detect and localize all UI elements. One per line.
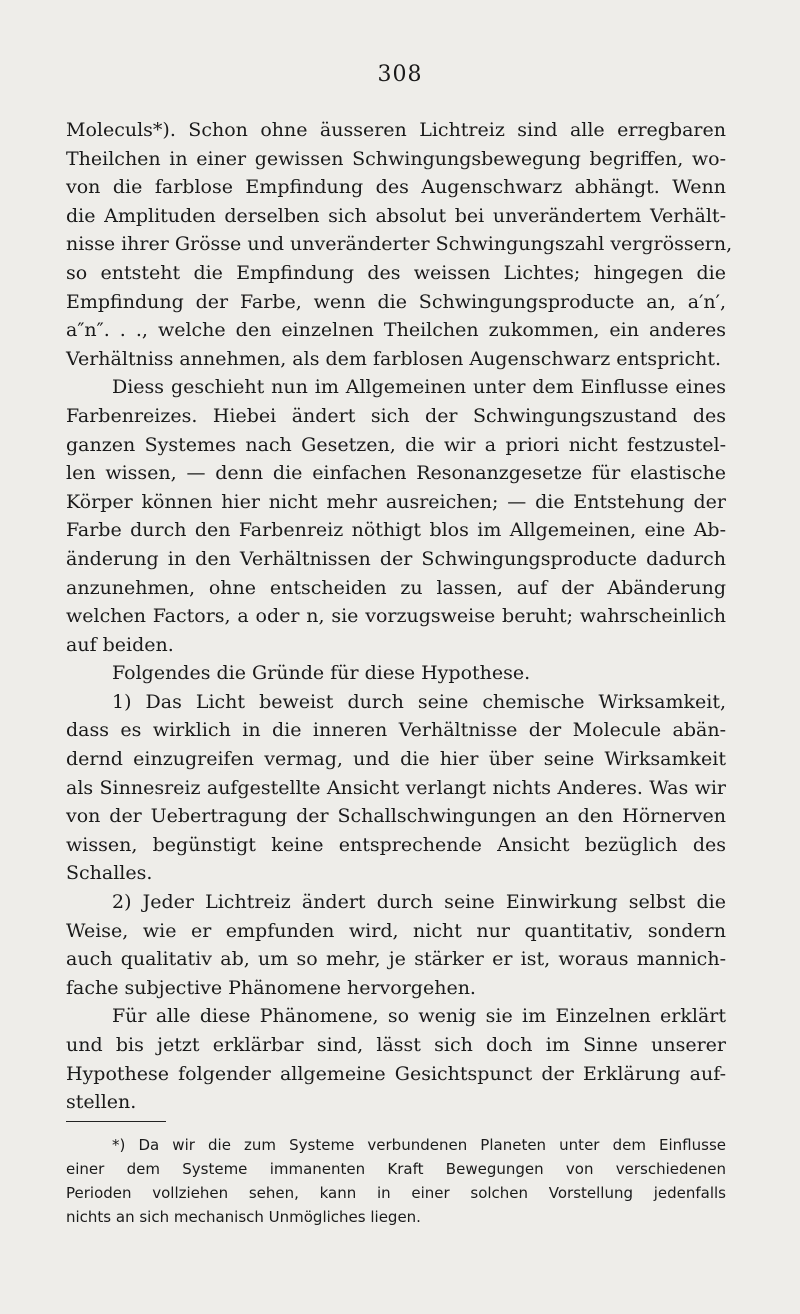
text-line: Diess geschieht nun im Allgemeinen unter dem Einflusse eines <box>112 376 726 399</box>
text-line: Folgendes die Gründe für diese Hypothese. <box>112 662 531 685</box>
footnote-line: nichts an sich mechanisch Unmögliches liegen. <box>66 1208 421 1226</box>
paragraph <box>66 116 733 373</box>
text-line: Schalles. <box>66 862 153 885</box>
text-line: Moleculs*). Schon ohne äusseren Lichtreiz sind alle erregbaren <box>66 119 726 141</box>
text-line: Weise, wie er empfunden wird, nicht nur quantitativ, sondern <box>66 919 726 942</box>
text-line: dernd einzugreifen vermag, und die hier über seine Wirksamkeit <box>66 748 726 771</box>
text-line: Hypothese folgender allgemeine Gesichtspunct der Erklärung auf- <box>66 1062 726 1085</box>
text-line: Verhältniss annehmen, als dem farblosen Augenschwarz entspricht. <box>66 347 722 370</box>
paragraph <box>66 1002 726 1116</box>
text-line: stellen. <box>66 1091 137 1114</box>
text-line: Für alle diese Phänomene, so wenig sie im Einzelnen erklärt <box>112 1005 726 1028</box>
text-line: Theilchen in einer gewissen Schwingungsbewegung begriffen, wo- <box>66 147 726 170</box>
text-line: 1) Das Licht beweist durch seine chemische Wirksamkeit, <box>112 690 726 713</box>
text-line: als Sinnesreiz aufgestellte Ansicht verlangt nichts Anderes. Was wir <box>66 776 726 799</box>
text-line: Farbe durch den Farbenreiz nöthigt blos im Allgemeinen, eine Ab- <box>66 519 726 542</box>
text-line: von die farblose Empfindung des Augenschwarz abhängt. Wenn <box>66 176 726 199</box>
text-line: dass es wirklich in die inneren Verhältnisse der Molecule abän- <box>66 719 726 742</box>
text-line: len wissen, — denn die einfachen Resonanzgesetze für elastische <box>66 462 726 485</box>
footnote <box>66 1133 726 1229</box>
footnote-separator <box>66 1121 166 1122</box>
text-line: wissen, begünstigt keine entsprechende Ansicht bezüglich des <box>66 833 726 856</box>
paragraph <box>66 659 726 688</box>
text-line: und bis jetzt erklärbar sind, lässt sich doch im Sinne unserer <box>66 1034 726 1056</box>
text-line: Körper können hier nicht mehr ausreichen; — die Entstehung der <box>66 490 726 513</box>
text-line: anzunehmen, ohne entscheiden zu lassen, auf der Abänderung <box>66 576 726 599</box>
text-line: nisse ihrer Grösse und unveränderter Schwingungszahl vergrössern, <box>66 233 733 256</box>
body-text <box>66 116 733 1117</box>
text-line: so entsteht die Empfindung des weissen Lichtes; hingegen die <box>66 261 726 284</box>
text-line: Empfindung der Farbe, wenn die Schwingungsproducte an, a′n′, <box>66 290 726 313</box>
text-line: ganzen Systemes nach Gesetzen, die wir a priori nicht festzustel- <box>66 433 726 456</box>
text-line: auch qualitativ ab, um so mehr, je stärker er ist, woraus mannich- <box>66 948 726 971</box>
footnote-line: einer dem Systeme immanenten Kraft Bewegungen von verschiedenen <box>66 1160 726 1178</box>
paragraph <box>66 688 726 888</box>
text-line: auf beiden. <box>66 633 174 656</box>
text-line: welchen Factors, a oder n, sie vorzugsweise beruht; wahrscheinlich <box>66 605 726 628</box>
text-line: änderung in den Verhältnissen der Schwingungsproducte dadurch <box>66 547 726 570</box>
paragraph <box>66 888 726 1002</box>
text-line: a″n″. . ., welche den einzelnen Theilchen zukommen, ein anderes <box>66 319 726 342</box>
footnote-line: Perioden vollziehen sehen, kann in einer solchen Vorstellung jedenfalls <box>66 1184 726 1202</box>
page-number: 308 <box>377 62 423 87</box>
paragraph <box>66 373 726 659</box>
text-line: 2) Jeder Lichtreiz ändert durch seine Einwirkung selbst die <box>112 891 726 914</box>
text-line: Farbenreizes. Hiebei ändert sich der Schwingungszustand des <box>66 404 726 427</box>
text-line: fache subjective Phänomene hervorgehen. <box>66 976 476 999</box>
text-line: von der Uebertragung der Schallschwingungen an den Hörnerven <box>66 805 726 828</box>
text-line: die Amplituden derselben sich absolut bei unverändertem Verhält- <box>66 204 726 227</box>
footnote-line: *) Da wir die zum Systeme verbundenen Planeten unter dem Einflusse <box>112 1136 726 1154</box>
